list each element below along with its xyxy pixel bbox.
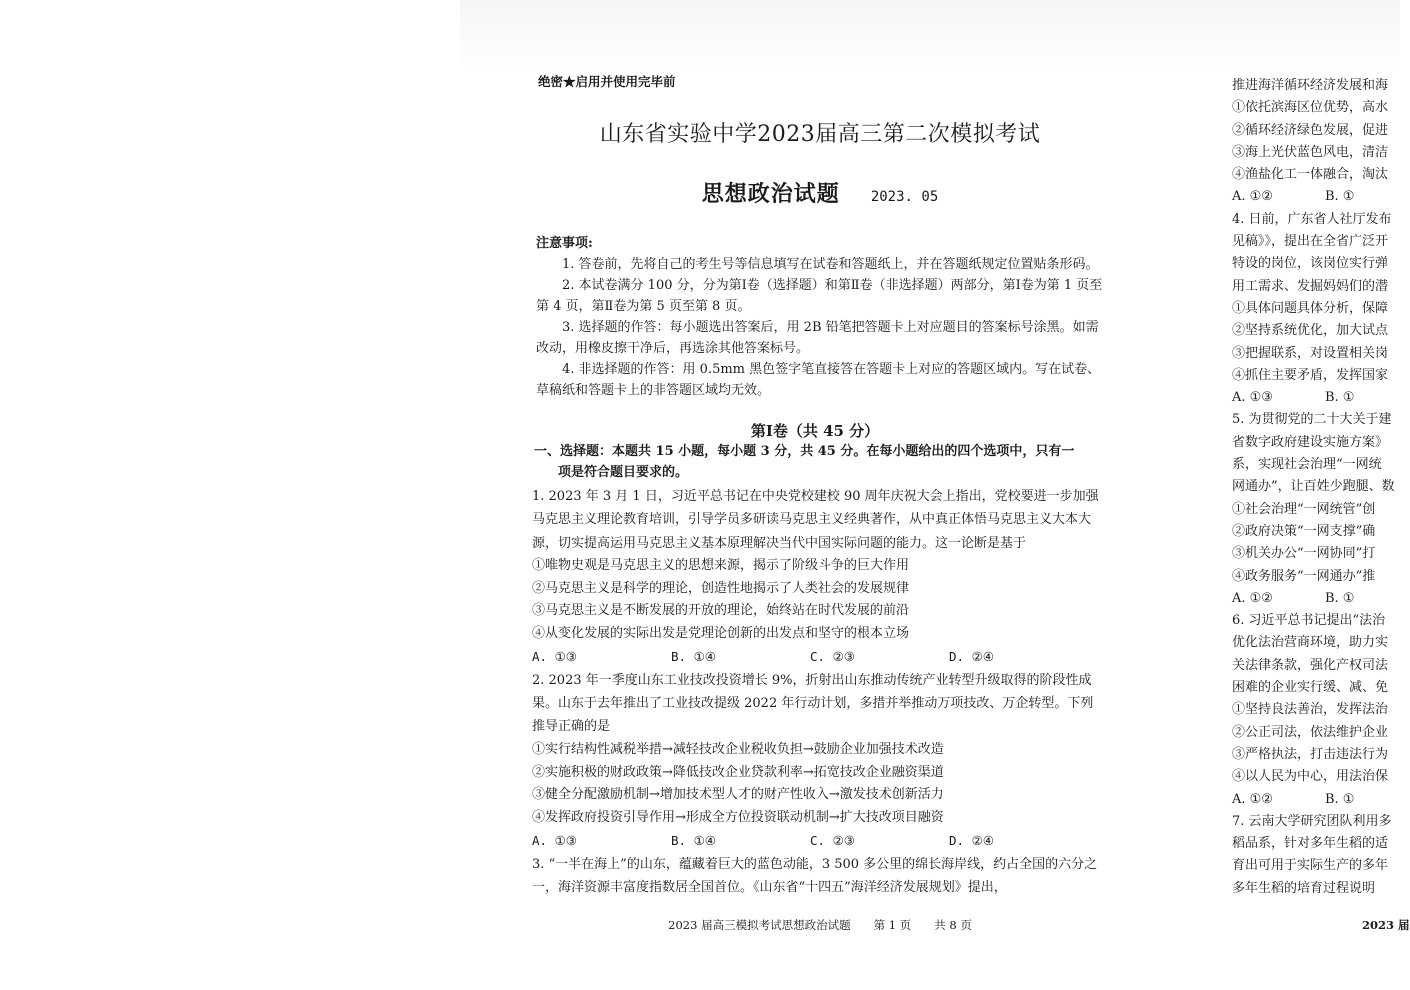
right-page-line: 关法律条款，强化产权司法: [1232, 657, 1389, 673]
section-heading-line: 项是符合题目要求的。: [558, 465, 689, 480]
exam-title: 山东省实验中学2023届高三第二次模拟考试: [599, 122, 1041, 147]
right-page-line: ③机关办公“一网协同”打: [1232, 546, 1376, 562]
question-option: ②马克思主义是科学的理论，创造性地揭示了人类社会的发展规律: [532, 580, 910, 596]
question-stem: 1. 2023 年 3 月 1 日，习近平总书记在中央党校建校 90 周年庆祝大会上指出，党校要进一步加强马克思主义理论教育培训，引导学员多研读马克思主义经典著作，从中真正体悟马克思主义大本大源，切实提高运用马克思主义基本原理解决当代中国实际问题的能力。这一论断是基于: [532, 489, 1099, 551]
notice-item: 1. 答卷前，先将自己的考生号等信息填写在试卷和答题纸上，并在答题纸规定位置贴条形码。: [562, 257, 1099, 272]
answer-choices: [532, 830, 1106, 853]
right-page-line: ②坚持系统优化，加大试点: [1232, 323, 1389, 339]
question-3: [532, 853, 1106, 900]
exam-date: 2023. 05: [870, 189, 939, 205]
right-page-line: ④政务服务“一网通办”推: [1232, 568, 1376, 584]
right-page-line: 7. 云南大学研究团队利用多: [1232, 813, 1392, 829]
question-option: ④从变化发展的实际出发是党理论创新的出发点和坚守的根本立场: [532, 626, 910, 642]
right-page-line: A. ①② B. ①: [1232, 590, 1355, 606]
question-option: ④发挥政府投资引导作用→形成全方位投资联动机制→扩大技改项目融资: [532, 810, 944, 826]
right-page-line: 4. 日前，广东省人社厅发布: [1232, 211, 1392, 227]
question-1: [532, 485, 1106, 669]
notice-item: 3. 选择题的作答：每小题选出答案后，用 2B 铅笔把答题卡上对应题目的答案标号涂黑。如需改动，用橡皮擦干净后，再选涂其他答案标号。: [536, 320, 1099, 356]
right-page-line: ①具体问题具体分析，保障: [1232, 300, 1389, 316]
right-page-line: ④以人民为中心，用法治保: [1232, 769, 1389, 785]
right-page-line: 用工需求、发掘妈妈们的潜: [1232, 278, 1389, 294]
question-option: ①实行结构性减税举措→减轻技改企业税收负担→鼓励企业加强技术改造: [532, 741, 944, 757]
right-page-line: 多年生稻的培育过程说明: [1232, 880, 1376, 896]
right-page-line: 优化法治营商环境，助力实: [1232, 635, 1389, 651]
notice-item: 2. 本试卷满分 100 分，分为第Ⅰ卷（选择题）和第Ⅱ卷（非选择题）两部分，第Ⅰ卷为第 1 页至第 4 页，第Ⅱ卷为第 5 页至第 8 页。: [536, 278, 1103, 314]
right-page-line: ④抓住主要矛盾，发挥国家: [1232, 367, 1389, 383]
subject-title: 思想政治试题: [701, 181, 840, 207]
answer-choice: D. ②④: [949, 649, 994, 665]
section-heading-line: 一、选择题：本题共 15 小题，每小题 3 分，共 45 分。在每小题给出的四个选项中，只有一: [534, 444, 1075, 459]
notice-item: 4. 非选择题的作答：用 0.5mm 黑色签字笔直接答在答题卡上对应的答题区域内。写在试卷、草稿纸和答题卡上的非答题区域均无效。: [536, 362, 1101, 398]
page-footer: 2023 届高三模拟考试思想政治试题 第 1 页 共 8 页: [668, 918, 972, 932]
page-footer-right: 2023 届: [1362, 918, 1410, 932]
answer-choice: C. ②③: [810, 832, 855, 848]
question-option: ③马克思主义是不断发展的开放的理论，始终站在时代发展的前沿: [532, 603, 910, 619]
right-page-line: 困难的企业实行缓、减、免: [1232, 680, 1389, 696]
right-page-line: 推进海洋循环经济发展和海: [1232, 78, 1389, 93]
answer-choice: B. ①④: [671, 832, 716, 848]
right-page-line: ①依托滨海区位优势，高水: [1232, 100, 1389, 116]
right-page-line: ①社会治理“一网统管”创: [1232, 501, 1376, 517]
section-heading: [534, 441, 1106, 483]
answer-choice: D. ②④: [949, 832, 994, 848]
question-option: ③健全分配激励机制→增加技术型人才的财产性收入→激发技术创新活力: [532, 787, 944, 803]
right-page-line: ③严格执法，打击违法行为: [1232, 746, 1389, 762]
right-page-line: A. ①② B. ①: [1232, 189, 1355, 205]
question-stem: 3. “一半在海上”的山东，蕴藏着巨大的蓝色动能，3 500 多公里的绵长海岸线，约占全国的六分之一，海洋资源丰富度指数居全国首位。《山东省“十四五”海洋经济发展规划》提出，: [532, 856, 1098, 896]
right-page-line: ③把握联系，对设置相关岗: [1232, 345, 1389, 361]
right-page-line: 稻品系，针对多年生稻的适: [1232, 836, 1389, 852]
answer-choice: B. ①④: [671, 649, 716, 665]
right-page-line: 系，实现社会治理“一网统: [1232, 457, 1382, 473]
right-page-line: 见稿》》，提出在全省广泛开: [1232, 234, 1389, 250]
right-page-line: A. ①② B. ①: [1232, 791, 1355, 807]
question-option: ②实施积极的财政政策→降低技改企业贷款利率→拓宽技改企业融资渠道: [532, 764, 944, 780]
question-option: ①唯物史观是马克思主义的思想来源，揭示了阶级斗争的巨大作用: [532, 557, 910, 573]
exam-page-1: [530, 0, 1110, 990]
right-page-line: 特设的岗位，该岗位实行弹: [1232, 256, 1389, 272]
right-page-line: A. ①③ B. ①: [1232, 390, 1355, 406]
right-page-line: ④渔盐化工一体融合，淘汰: [1232, 167, 1389, 183]
answer-choices: [532, 646, 1106, 669]
question-2: [532, 669, 1106, 853]
right-page-line: 6. 习近平总书记提出“法治: [1232, 613, 1386, 629]
question-stem: 2. 2023 年一季度山东工业技改投资增长 9%，折射出山东推动传统产业转型升级取得的阶段性成果。山东于去年推出了工业技改提级 2022 年行动计划，多措并举推动万项技改、万企转型。下列推导正确的是: [532, 672, 1094, 735]
question-list: [532, 485, 1106, 899]
notice-heading: 注意事项:: [536, 236, 593, 251]
right-page-line: ③海上光伏蓝色风电，清洁: [1232, 144, 1389, 160]
answer-choice: A. ①③: [532, 649, 577, 665]
exam-page-2-cropped: [1230, 0, 1410, 990]
right-page-text: [1232, 75, 1395, 900]
answer-choice: C. ②③: [810, 649, 855, 665]
right-page-line: ②公正司法，依法维护企业: [1232, 724, 1389, 740]
right-page-line: 省数字政府建设实施方案》: [1232, 434, 1389, 450]
notice-list: [536, 254, 1106, 401]
right-page-line: ②循环经济绿色发展，促进: [1232, 122, 1389, 138]
subject-line: [530, 177, 1110, 208]
right-page-line: 5. 为贯彻党的二十大关于建: [1232, 412, 1392, 428]
confidential-label: 绝密★启用并使用完毕前: [538, 74, 676, 89]
right-page-line: ②政府决策“一网支撑”确: [1232, 523, 1376, 539]
volume-title: 第Ⅰ卷（共 45 分）: [750, 422, 880, 440]
right-page-line: ①坚持良法善治，发挥法治: [1232, 702, 1389, 718]
right-page-line: 育出可用于实际生产的多年: [1232, 858, 1389, 874]
right-page-line: 网通办”，让百姓少跑腿、数: [1232, 479, 1395, 495]
answer-choice: A. ①③: [532, 832, 577, 848]
